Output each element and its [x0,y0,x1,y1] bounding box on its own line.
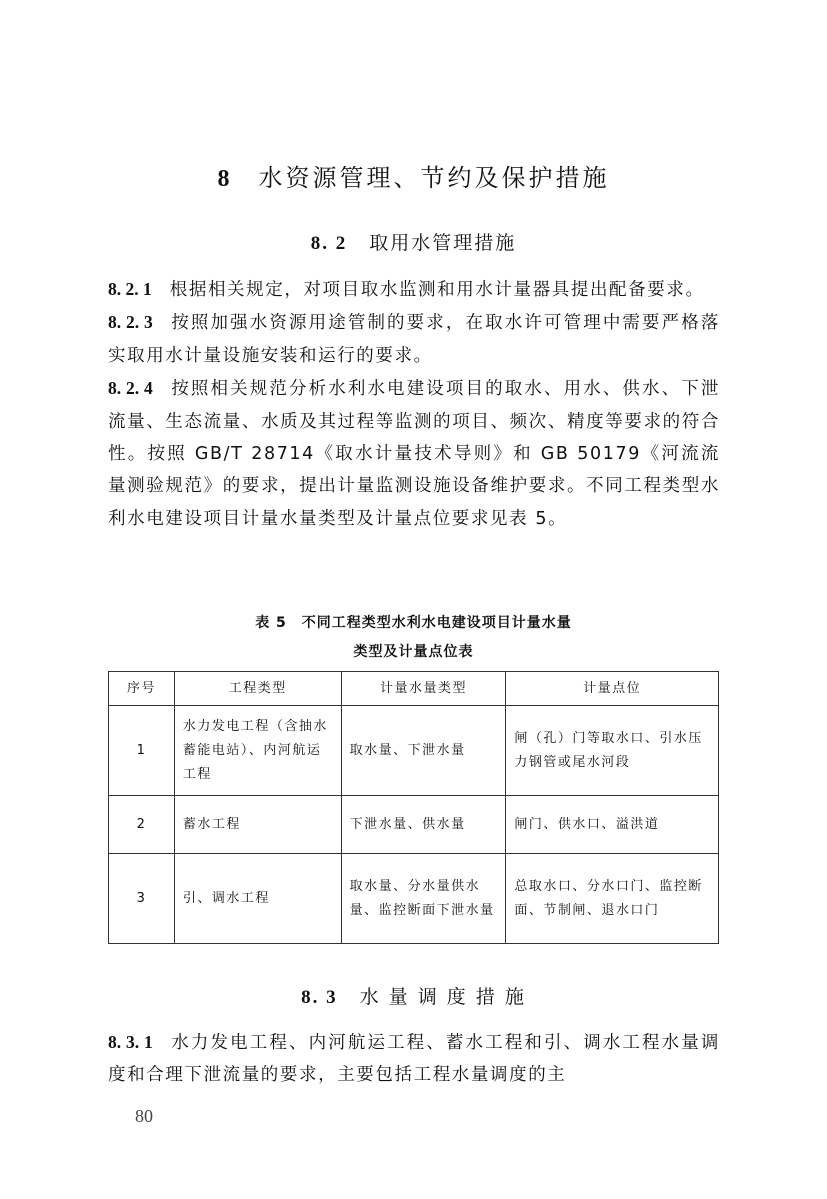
table-cell: 闸（孔）门等取水口、引水压力钢管或尾水河段 [506,706,719,796]
metering-table [108,671,719,944]
table-cell: 引、调水工程 [174,854,341,944]
header-cell: 计量点位 [506,672,719,706]
table-caption-line1: 表 5 不同工程类型水利水电建设项目计量水量 [255,615,572,631]
section-heading-8-2: 8. 2 取用水管理措施 [310,232,517,254]
table-row [109,706,719,796]
table-cell: 3 [109,854,175,944]
table-header-row [109,672,719,706]
paragraph-8-3-1: 8. 3. 1 水力发电工程、内河航运工程、蓄水工程和引、调水工程水量调度和合理下泄流量的要求，主要包括工程水量调度的主 [108,1032,720,1086]
paragraph-8-2-1: 8. 2. 1 根据相关规定，对项目取水监测和用水计量器具提出配备要求。 [108,279,705,300]
table-cell: 1 [109,706,175,796]
table-cell: 蓄水工程 [174,796,341,854]
table-row [109,854,719,944]
header-cell: 计量水量类型 [341,672,506,706]
table-cell: 下泄水量、供水量 [341,796,506,854]
table-cell: 取水量、下泄水量 [341,706,506,796]
header-cell: 序号 [109,672,175,706]
paragraph-8-2-3: 8. 2. 3 按照加强水资源用途管制的要求，在取水许可管理中需要严格落实取用水计量设施安装和运行的要求。 [108,312,720,366]
section-heading-8-3: 8. 3 水 量 调 度 措 施 [301,986,526,1008]
table-cell: 2 [109,796,175,854]
chapter-title: 8 水资源管理、节约及保护措施 [217,164,610,192]
table-caption-line2: 类型及计量点位表 [353,644,474,660]
table-cell: 闸门、供水口、溢洪道 [506,796,719,854]
table-cell: 总取水口、分水口门、监控断面、节制闸、退水口门 [506,854,719,944]
table-row [109,796,719,854]
table-cell: 取水量、分水量供水量、监控断面下泄水量 [341,854,506,944]
header-cell: 工程类型 [174,672,341,706]
table-cell: 水力发电工程（含抽水蓄能电站）、内河航运工程 [174,706,341,796]
paragraph-8-2-4: 8. 2. 4 按照相关规范分析水利水电建设项目的取水、用水、供水、下泄流量、生态流量、水质及其过程等监测的项目、频次、精度等要求的符合性。按照 GB/T 28714《取水计量技术导则》和 GB 50179《河流流量测验规范》的要求，提出计量监测设施设备维护要求。不同工程类型水利水电建设项目计量水量类型及计量点位要求见表 5。 [108,378,720,529]
body-paragraphs [108,273,720,535]
page-number: 80 [135,1106,153,1126]
